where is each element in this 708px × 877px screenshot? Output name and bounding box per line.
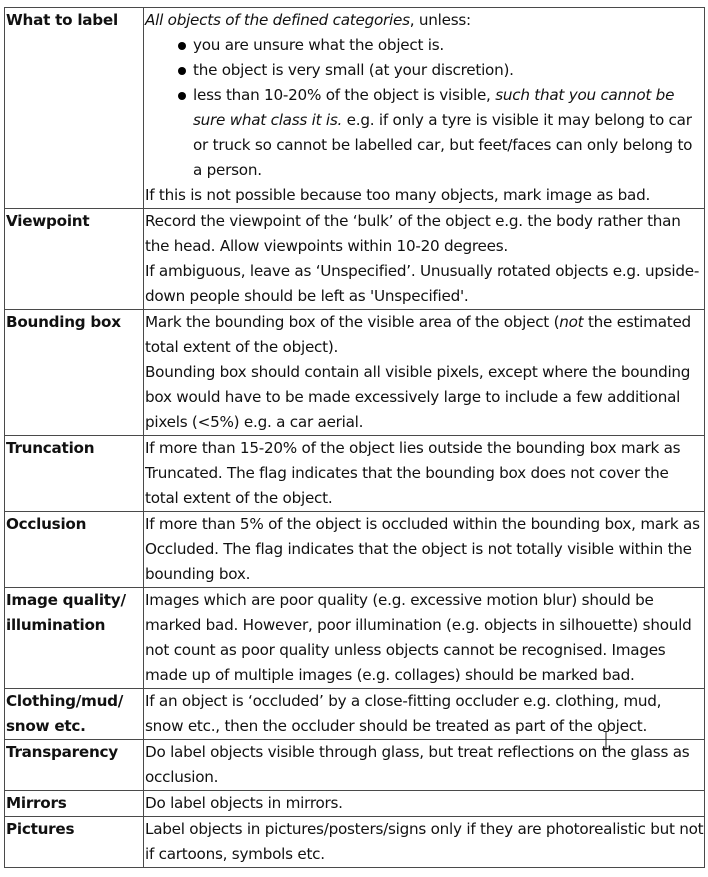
- row-content: [144, 817, 705, 868]
- text-run: the estimated total extent of the object).: [145, 313, 691, 356]
- table-row: [5, 310, 705, 436]
- paragraph: Label objects in pictures/posters/signs only if they are photorealistic but not if cartoons, symbols etc.: [145, 820, 704, 863]
- row-label: Viewpoint: [5, 209, 144, 310]
- exception-list: [145, 33, 704, 183]
- row-label: Image quality/ illumination: [5, 588, 144, 689]
- paragraph: [145, 310, 704, 360]
- row-content: [144, 588, 705, 689]
- table-row: [5, 8, 705, 209]
- row-label: What to label: [5, 8, 144, 209]
- row-label: Bounding box: [5, 310, 144, 436]
- row-label: Truncation: [5, 436, 144, 512]
- paragraph: If an object is ‘occluded’ by a close-fitting occluder e.g. clothing, mud, snow etc., then the occluder should be treated as part of the object.: [145, 692, 662, 735]
- paragraph: Record the viewpoint of the ‘bulk’ of the object e.g. the body rather than the head. Allow viewpoints within 10-20 degrees.: [145, 212, 681, 255]
- what-to-label-footer: If this is not possible because too many objects, mark image as bad.: [145, 186, 651, 204]
- table-row: [5, 740, 705, 791]
- table-row: [5, 588, 705, 689]
- row-content: [144, 512, 705, 588]
- guidelines-table: [4, 7, 705, 868]
- row-content: [144, 791, 705, 817]
- paragraph: Bounding box should contain all visible pixels, except where the bounding box would have to be made excessively large to include a few additional pixels (<5%) e.g. a car aerial.: [145, 363, 691, 431]
- row-label: Mirrors: [5, 791, 144, 817]
- table-row: [5, 436, 705, 512]
- paragraph: Do label objects visible through glass, but treat reflections on the glass as occlusion.: [145, 743, 690, 786]
- row-content: [144, 310, 705, 436]
- table-row: [5, 209, 705, 310]
- paragraph: Do label objects in mirrors.: [145, 794, 343, 812]
- bullet-rest: e.g. if only a tyre is visible it may belong to car or truck so cannot be labelled car, but feet/faces can only belong to a person.: [193, 111, 693, 179]
- list-item: [193, 83, 704, 183]
- row-content: [144, 209, 705, 310]
- table-row: [5, 689, 705, 740]
- table-row: [5, 817, 705, 868]
- intro-rest: , unless:: [409, 11, 471, 29]
- row-content: [144, 740, 705, 791]
- row-label: Pictures: [5, 817, 144, 868]
- text-run: Mark the bounding box of the visible area of the object (: [145, 313, 560, 331]
- text-cursor-icon: [603, 731, 609, 749]
- paragraph: Images which are poor quality (e.g. excessive motion blur) should be marked bad. However, poor illumination (e.g. objects in silhouette) should not count as poor quality unless objects cannot be recognised. Images made up of multiple images (e.g. collages) should be marked bad.: [145, 591, 692, 684]
- row-content: [144, 436, 705, 512]
- paragraph: If ambiguous, leave as ‘Unspecified’. Unusually rotated objects e.g. upside-down people should be left as 'Unspecified'.: [145, 262, 700, 305]
- list-item: you are unsure what the object is.: [193, 33, 704, 58]
- row-label: Clothing/mud/ snow etc.: [5, 689, 144, 740]
- row-content: [144, 8, 705, 209]
- bullet-italic: such that you cannot be sure what class it is.: [193, 86, 675, 129]
- row-label: Occlusion: [5, 512, 144, 588]
- bullet-text: less than 10-20% of the object is visible,: [193, 86, 496, 104]
- paragraph: If more than 5% of the object is occluded within the bounding box, mark as Occluded. The flag indicates that the object is not totally visible within the bounding box.: [145, 515, 700, 583]
- table-row: [5, 791, 705, 817]
- row-label: Transparency: [5, 740, 144, 791]
- row-content: [144, 689, 705, 740]
- paragraph: If more than 15-20% of the object lies outside the bounding box mark as Truncated. The flag indicates that the bounding box does not cover the total extent of the object.: [145, 439, 681, 507]
- text-italic: not: [559, 313, 584, 331]
- intro-italic: All objects of the defined categories: [145, 11, 410, 29]
- what-to-label-intro: [145, 8, 704, 33]
- list-item: the object is very small (at your discretion).: [193, 58, 704, 83]
- table-row: [5, 512, 705, 588]
